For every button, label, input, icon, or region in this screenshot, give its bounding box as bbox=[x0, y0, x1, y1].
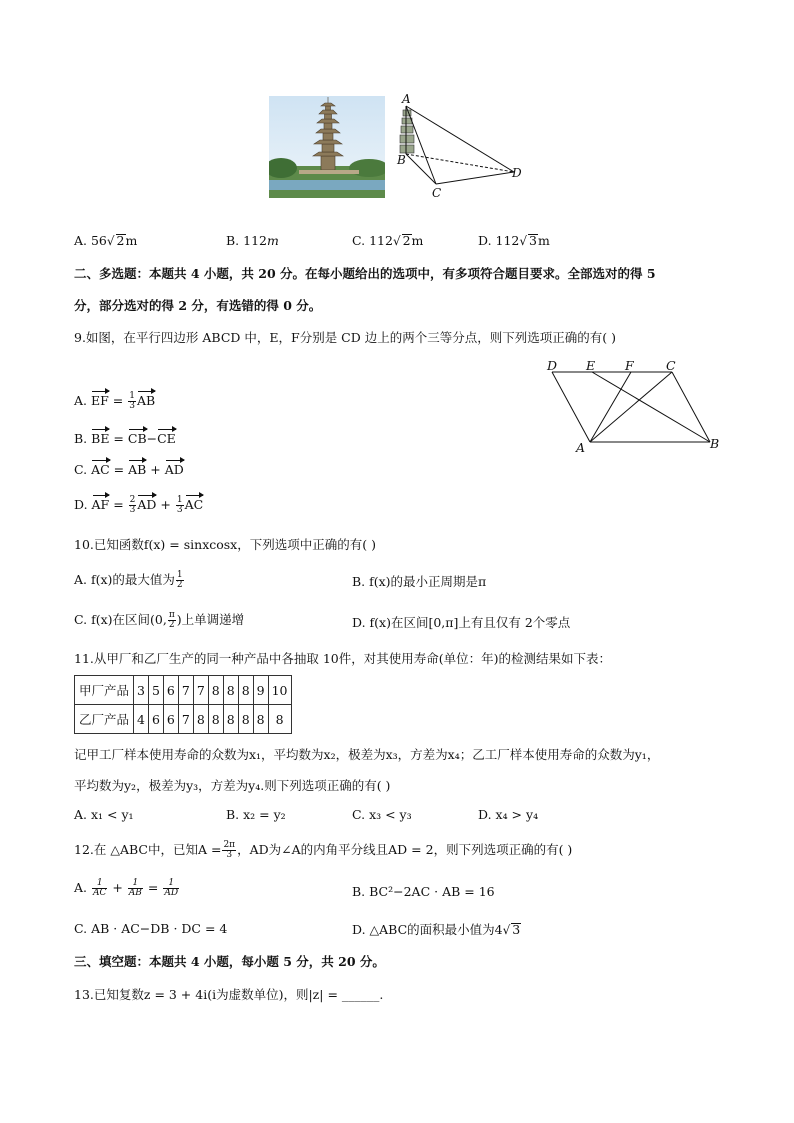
label-D: D bbox=[512, 166, 522, 180]
q11-option-c: C. x₃ < y₃ bbox=[352, 807, 412, 822]
table-cell: 7 bbox=[178, 676, 193, 705]
table-cell: 8 bbox=[193, 705, 208, 734]
label-B: B bbox=[710, 436, 720, 451]
section3-heading: 三、填空题：本题共 4 小题，每小题 5 分，共 20 分。 bbox=[74, 954, 385, 969]
label-D: D bbox=[547, 358, 558, 373]
table-cell: 8 bbox=[268, 705, 291, 734]
q12-option-a: A. $\frac{1}{AC}$ + $\frac{1}{AB}$ = $\frac{1}{AD}$ bbox=[74, 878, 179, 898]
table-cell: 7 bbox=[178, 705, 193, 734]
q10-option-a: A. f(x)的最大值为 $\frac{1}{2}$ bbox=[74, 570, 183, 590]
label-B: B bbox=[397, 153, 406, 167]
q12-option-d: D. △ABC的面积最小值为4√ 3 bbox=[352, 922, 521, 937]
lifespan-table bbox=[74, 675, 292, 734]
q9-option-a: A. EF = $\frac{1}{3}$ AB bbox=[74, 391, 156, 411]
table-cell: 8 bbox=[253, 705, 268, 734]
q9-stem: 9.如图，在平行四边形 ABCD 中，E，F分别是 CD 边上的两个三等分点，则下列选项正确的有( ) bbox=[74, 330, 616, 345]
label-C: C bbox=[432, 186, 442, 200]
table-cell: 10 bbox=[268, 676, 291, 705]
q9-option-b: B. BE = CB−CE bbox=[74, 431, 176, 446]
table-cell: 8 bbox=[238, 676, 253, 705]
table-cell: 8 bbox=[223, 705, 238, 734]
table-cell: 9 bbox=[253, 676, 268, 705]
table-row bbox=[75, 676, 292, 705]
q10-option-d: D. f(x)在区间[0,π]上有且仅有 2个零点 bbox=[352, 615, 571, 630]
q11-option-a: A. x₁ < y₁ bbox=[74, 807, 134, 822]
table-cell: 8 bbox=[208, 676, 223, 705]
q9-option-d: D. AF = $\frac{2}{3}$ AD + $\frac{1}{3}$ AC bbox=[74, 495, 204, 515]
q11-text1: 记甲工厂样本使用寿命的众数为x₁，平均数为x₂，极差为x₃，方差为x₄；乙工厂样本使用寿命的众数为y₁， bbox=[74, 747, 660, 762]
table-row bbox=[75, 705, 292, 734]
q11-option-b: B. x₂ = y₂ bbox=[226, 807, 286, 822]
q12-option-b: B. BC²−2AC · AB = 16 bbox=[352, 884, 495, 899]
label-A: A bbox=[402, 92, 411, 106]
q11-stem: 11.从甲厂和乙厂生产的同一种产品中各抽取 10件，对其使用寿命(单位：年)的检测结果如下表： bbox=[74, 651, 612, 666]
label-E: E bbox=[586, 358, 596, 373]
row-label: 甲厂产品 bbox=[75, 676, 134, 705]
table-cell: 8 bbox=[238, 705, 253, 734]
table-cell: 3 bbox=[134, 676, 149, 705]
q8-option-b: B. 112m bbox=[226, 233, 279, 248]
q12-option-c: C. AB · AC−DB · DC = 4 bbox=[74, 921, 228, 936]
q11-option-d: D. x₄ > y₄ bbox=[478, 807, 539, 822]
section2-line2: 分，部分选对的得 2 分，有选错的得 0 分。 bbox=[74, 298, 322, 313]
table-cell: 6 bbox=[163, 705, 178, 734]
q12-stem: 12.在 △ABC中，已知A = $\frac{2\pi}{3}$ ，AD为∠A的内角平分线且AD = 2，则下列选项正确的有( ) bbox=[74, 840, 573, 860]
row-label: 乙厂产品 bbox=[75, 705, 134, 734]
pyramid-diagram bbox=[396, 92, 536, 202]
table-cell: 6 bbox=[163, 676, 178, 705]
q13-text: 13.已知复数z = 3 + 4i(i为虚数单位)，则|z| = ______. bbox=[74, 987, 384, 1002]
table-cell: 6 bbox=[148, 705, 163, 734]
section2-line1: 二、多选题：本题共 4 小题，共 20 分。在每小题给出的选项中，有多项符合题目要求。全部选对的得 5 bbox=[74, 266, 656, 281]
table-cell: 4 bbox=[134, 705, 149, 734]
table-cell: 7 bbox=[193, 676, 208, 705]
q8-option-a: A. 56√ 2m bbox=[74, 233, 138, 248]
label-C: C bbox=[666, 358, 676, 373]
parallelogram-diagram bbox=[540, 356, 730, 456]
table-cell: 8 bbox=[208, 705, 223, 734]
label-F: F bbox=[625, 358, 634, 373]
q10-stem: 10.已知函数f(x) = sinxcosx，下列选项中正确的有( ) bbox=[74, 537, 376, 552]
q8-option-c: C. 112√ 2m bbox=[352, 233, 424, 248]
q9-option-c: C. AC = AB + AD bbox=[74, 462, 184, 477]
label-A: A bbox=[576, 440, 586, 455]
q8-option-d: D. 112√ 3m bbox=[478, 233, 550, 248]
q10-option-b: B. f(x)的最小正周期是π bbox=[352, 574, 487, 589]
table-cell: 5 bbox=[148, 676, 163, 705]
q10-option-c: C. f(x)在区间(0, $\frac{\pi}{2}$ )上单调递增 bbox=[74, 610, 245, 630]
pagoda-photo bbox=[269, 96, 385, 198]
table-cell: 8 bbox=[223, 676, 238, 705]
q11-text2: 平均数为y₂，极差为y₃，方差为y₄.则下列选项正确的有( ) bbox=[74, 778, 391, 793]
